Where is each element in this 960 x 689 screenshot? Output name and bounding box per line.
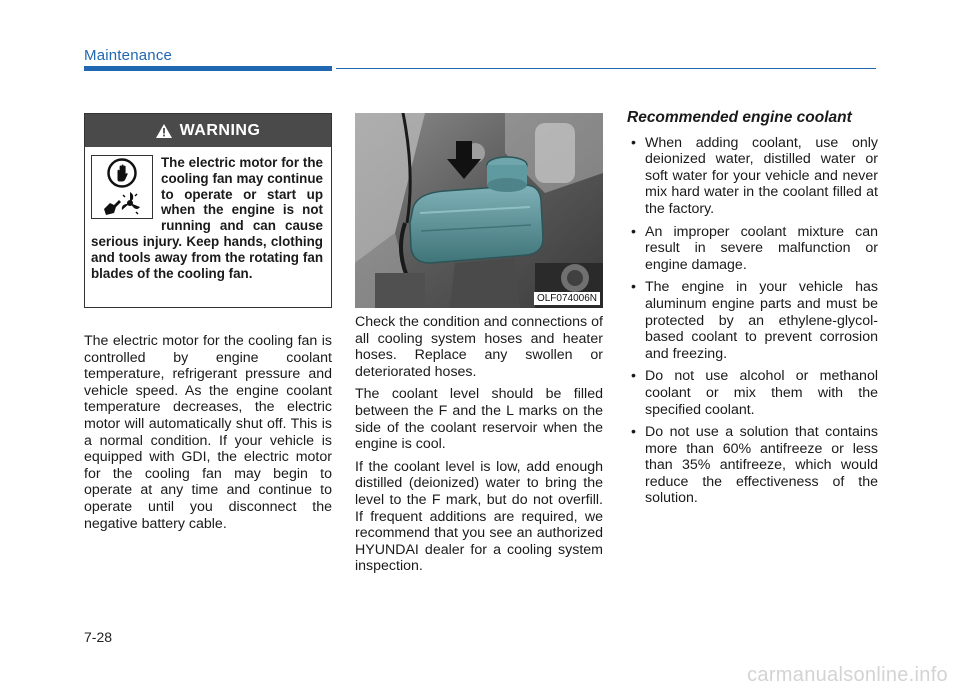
list-item: • The engine in your vehicle has aluminum engine parts and must be protected by an ethylene-glycol-based coolant to prevent corrosion and freezing.	[627, 279, 878, 362]
warning-text: The electric motor for the cooling fan may continue to operate or start up when the engine is not running and can cause serious injury. Keep hands, clothing and tools away from the rotating fan blades of the cooling fan.	[91, 155, 323, 281]
coolant-level-paragraph: The coolant level should be filled between the F and the L marks on the side of the coolant reservoir when the engine is cool.	[355, 386, 603, 453]
page-number: 7-28	[84, 629, 113, 645]
fan-hand-hazard-icon	[102, 189, 142, 217]
recommended-coolant-heading: Recommended engine coolant	[627, 109, 852, 126]
list-item: • An improper coolant mixture can result in severe malfunction or engine damage.	[627, 224, 878, 274]
column-1	[84, 333, 332, 538]
column-2	[355, 314, 603, 581]
warning-header	[85, 114, 331, 147]
list-item: • Do not use alcohol or methanol coolant or mix them with the specified coolant.	[627, 368, 878, 418]
cooling-fan-paragraph: The electric motor for the cooling fan is controlled by engine coolant temperature, refrigerant pressure and vehicle speed. As the engine coolant temperature decreases, the electric motor will automatically shut off. This is a normal condition. If your vehicle is equipped with GDI, the electric motor for the cooling fan may begin to operate at any time and continue to operate until you disconnect the negative battery cable.	[84, 333, 332, 532]
engine-bay-illustration	[355, 113, 603, 308]
warning-box	[84, 113, 332, 308]
section-title: Maintenance	[84, 47, 173, 64]
warning-body	[85, 147, 331, 281]
photo-caption-code: OLF074006N	[534, 292, 600, 305]
header-rule-thick	[84, 66, 332, 71]
column-3	[627, 110, 878, 513]
hand-stop-icon	[107, 158, 137, 188]
header-rule-thin	[336, 68, 876, 69]
engine-coolant-reservoir-photo	[355, 113, 603, 308]
list-item: • Do not use a solution that contains more than 60% antifreeze or less than 35% antifreeze, which would reduce the effectiveness of the solution.	[627, 424, 878, 507]
coolant-bullet-list	[627, 135, 878, 507]
warning-triangle-icon	[156, 124, 172, 138]
warning-title: WARNING	[179, 121, 261, 139]
warning-pictogram	[91, 155, 153, 219]
list-item: • When adding coolant, use only deionized water, distilled water or soft water for your vehicle and never mix hard water in the coolant filled at the factory.	[627, 135, 878, 218]
low-coolant-paragraph: If the coolant level is low, add enough distilled (deionized) water to bring the level to the F mark, but do not overfill. If frequent additions are required, we recommend that you see an authorized HYUNDAI dealer for a cooling system inspection.	[355, 458, 603, 575]
hoses-paragraph: Check the condition and connections of all cooling system hoses and heater hoses. Replace any swollen or deteriorated hoses.	[355, 314, 603, 380]
watermark: carmanualsonline.info	[747, 664, 948, 686]
